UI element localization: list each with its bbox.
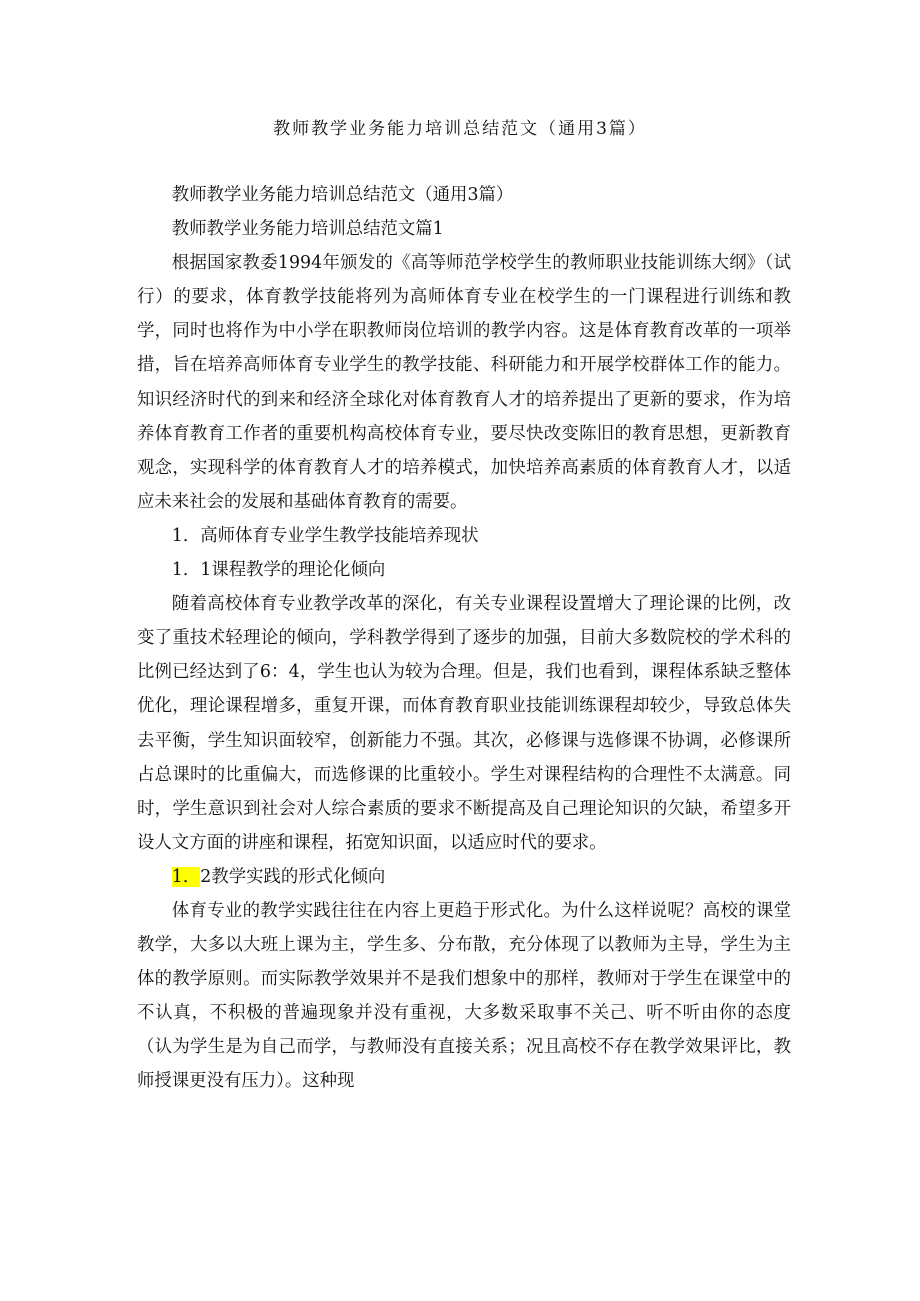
body-paragraph: 随着高校体育专业教学改革的深化，有关专业课程设置增大了理论课的比例，改变了重技术轻理论的倾向，学科教学得到了逐步的加强，目前大多数院校的学术科的比例已经达到了6：4，学生也认为较为合理。但是，我们也看到，课程体系缺乏整体优化，理论课程增多，重复开课，而体育教育职业技能训练课程却较少，导致总体失去平衡，学生知识面较窄，创新能力不强。其次，必修课与选修课不协调，必修课所占总课时的比重偏大，而选修课的比重较小。学生对课程结构的合理性不太满意。同时，学生意识到社会对人综合素质的要求不断提高及自己理论知识的欠缺，希望多开设人文方面的讲座和课程，拓宽知识面，以适应时代的要求。	[137, 594, 791, 853]
body-paragraph: 体育专业的教学实践往往在内容上更趋于形式化。为什么这样说呢？高校的课堂教学，大多以大班上课为主，学生多、分布散，充分体现了以教师为主导，学生为主体的教学原则。而实际教学效果并不是我们想象中的那样，教师对于学生在课堂中的不认真，不积极的普遍现象并没有重视，大多数采取事不关己、听不听由你的态度（认为学生是为自己而学，与教师没有直接关系；况且高校不存在教学效果评比，教师授课更没有压力）。这种现	[137, 900, 791, 1092]
heading-1: 1．高师体育专业学生教学技能培养现状	[171, 525, 479, 546]
document-body	[137, 178, 791, 1099]
heading-1-1: 1．1课程教学的理论化倾向	[171, 560, 386, 581]
highlighted-text: 1．	[171, 866, 201, 887]
body-paragraph: 根据国家教委1994年颁发的《高等师范学校学生的教师职业技能训练大纲》（试行）的要求，体育教学技能将列为高师体育专业在校学生的一门课程进行训练和教学，同时也将作为中小学在职教师岗位培训的教学内容。这是体育教育改革的一项举措，旨在培养高师体育专业学生的教学技能、科研能力和开展学校群体工作的能力。知识经济时代的到来和经济全球化对体育教育人才的培养提出了更新的要求，作为培养体育教育工作者的重要机构高校体育专业，要尽快改变陈旧的教育思想，更新教育观念，实现科学的体育教育人才的培养模式，加快培养高素质的体育教育人才，以适应未来社会的发展和基础体育教育的需要。	[137, 253, 791, 512]
document-title: 教师教学业务能力培训总结范文（通用3篇）	[273, 119, 647, 139]
heading-text: 2教学实践的形式化倾向	[200, 866, 386, 887]
section-heading: 教师教学业务能力培训总结范文篇1	[171, 219, 444, 240]
subtitle-paragraph: 教师教学业务能力培训总结范文（通用3篇）	[171, 185, 514, 205]
heading-1-2	[137, 860, 791, 894]
